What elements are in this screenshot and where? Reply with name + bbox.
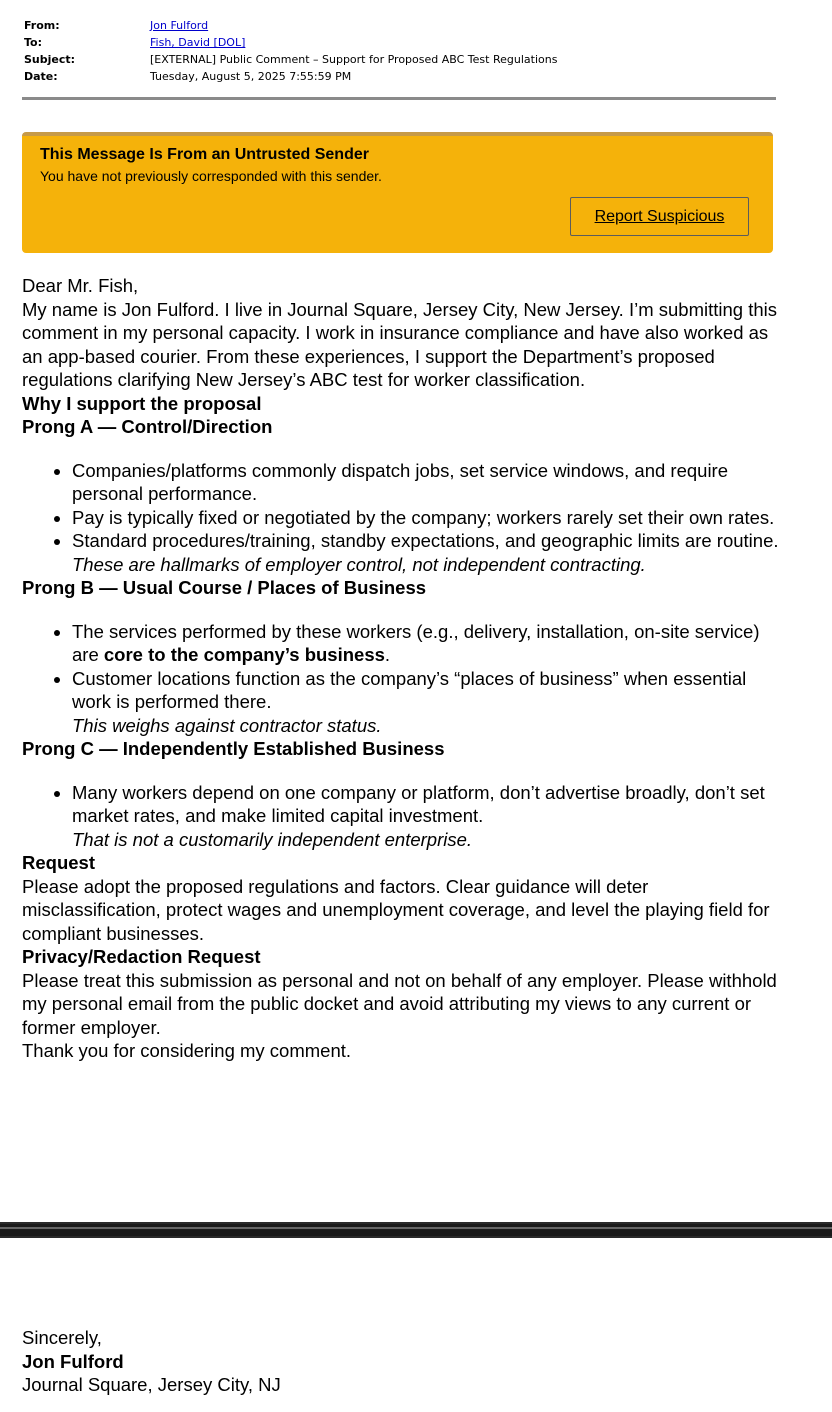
prong-a-heading: Prong A — Control/Direction [22, 416, 273, 437]
date-value: Tuesday, August 5, 2025 7:55:59 PM [150, 70, 352, 83]
prong-c-note: That is not a customarily independent enterprise. [72, 828, 473, 850]
list-item: • Standard procedures/training, standby expectations, and geographic limits are routine. [72, 529, 782, 553]
date-label: Date: [24, 70, 58, 83]
signer-name: Jon Fulford [22, 1350, 124, 1372]
why-heading: Why I support the proposal [22, 392, 262, 414]
banner-subtitle: You have not previously corresponded with this sender. [40, 168, 382, 184]
privacy-paragraph: Please treat this submission as personal and not on behalf of any employer. Please withhold my personal email from the public docket and avoid attributing my views to any current or former employer. [22, 969, 777, 1038]
signer-location: Journal Square, Jersey City, NJ [22, 1374, 281, 1395]
signature-block [22, 1326, 281, 1397]
prong-c-heading: Prong C — Independently Established Business [22, 738, 445, 759]
request-heading: Request [22, 852, 95, 873]
closing: Sincerely, [22, 1327, 102, 1348]
prong-a-list [22, 459, 782, 553]
list-item-text: The services performed by these workers (e.g., delivery, installation, on-site service) are [72, 620, 760, 665]
list-item: • Companies/platforms commonly dispatch jobs, set service windows, and require personal performance. [72, 459, 782, 506]
list-item: • Pay is typically fixed or negotiated by the company; workers rarely set their own rates. [72, 506, 782, 530]
thanks-line: Thank you for considering my comment. [22, 1040, 352, 1061]
list-item: • Customer locations function as the company’s “places of business” when essential work is performed there. [72, 667, 782, 714]
intro-paragraph: My name is Jon Fulford. I live in Journal Square, Jersey City, New Jersey. I’m submitting this comment in my personal capacity. I work in insurance compliance and have also worked as an app-based courier. From these experiences, I support the Department’s proposed regulations clarifying New Jersey’s ABC test for worker classification. [22, 298, 777, 390]
prong-b-heading: Prong B — Usual Course / Places of Business [22, 577, 427, 598]
subject-value: [EXTERNAL] Public Comment – Support for Proposed ABC Test Regulations [150, 53, 558, 66]
to-label: To: [24, 36, 42, 49]
prong-b-list [22, 620, 782, 714]
privacy-heading: Privacy/Redaction Request [22, 946, 261, 967]
list-item: • Many workers depend on one company or platform, don’t advertise broadly, don’t set market rates, and make limited capital investment. [72, 781, 782, 828]
report-suspicious-button[interactable]: Report Suspicious [570, 197, 749, 236]
list-item-text-end: . [384, 644, 391, 665]
to-recipient-link[interactable]: Fish, David [DOL] [150, 36, 246, 49]
section-divider [0, 1222, 832, 1238]
prong-a-note: These are hallmarks of employer control, not independent contracting. [72, 553, 646, 575]
subject-label: Subject: [24, 53, 76, 66]
list-item [72, 620, 782, 667]
banner-title: This Message Is From an Untrusted Sender [40, 146, 369, 163]
request-paragraph: Please adopt the proposed regulations and factors. Clear guidance will deter misclassification, protect wages and unemployment coverage, and level the playing field for compliant businesses. [22, 875, 770, 944]
prong-b-note: This weighs against contractor status. [72, 714, 382, 736]
greeting: Dear Mr. Fish, [22, 275, 139, 296]
from-sender-link[interactable]: Jon Fulford [150, 19, 209, 32]
from-label: From: [24, 19, 60, 32]
untrusted-sender-banner [22, 132, 773, 253]
list-item-emphasis: core to the company’s business [103, 644, 385, 665]
email-body [22, 274, 782, 1063]
prong-c-list [22, 781, 782, 828]
header-divider [22, 97, 776, 100]
